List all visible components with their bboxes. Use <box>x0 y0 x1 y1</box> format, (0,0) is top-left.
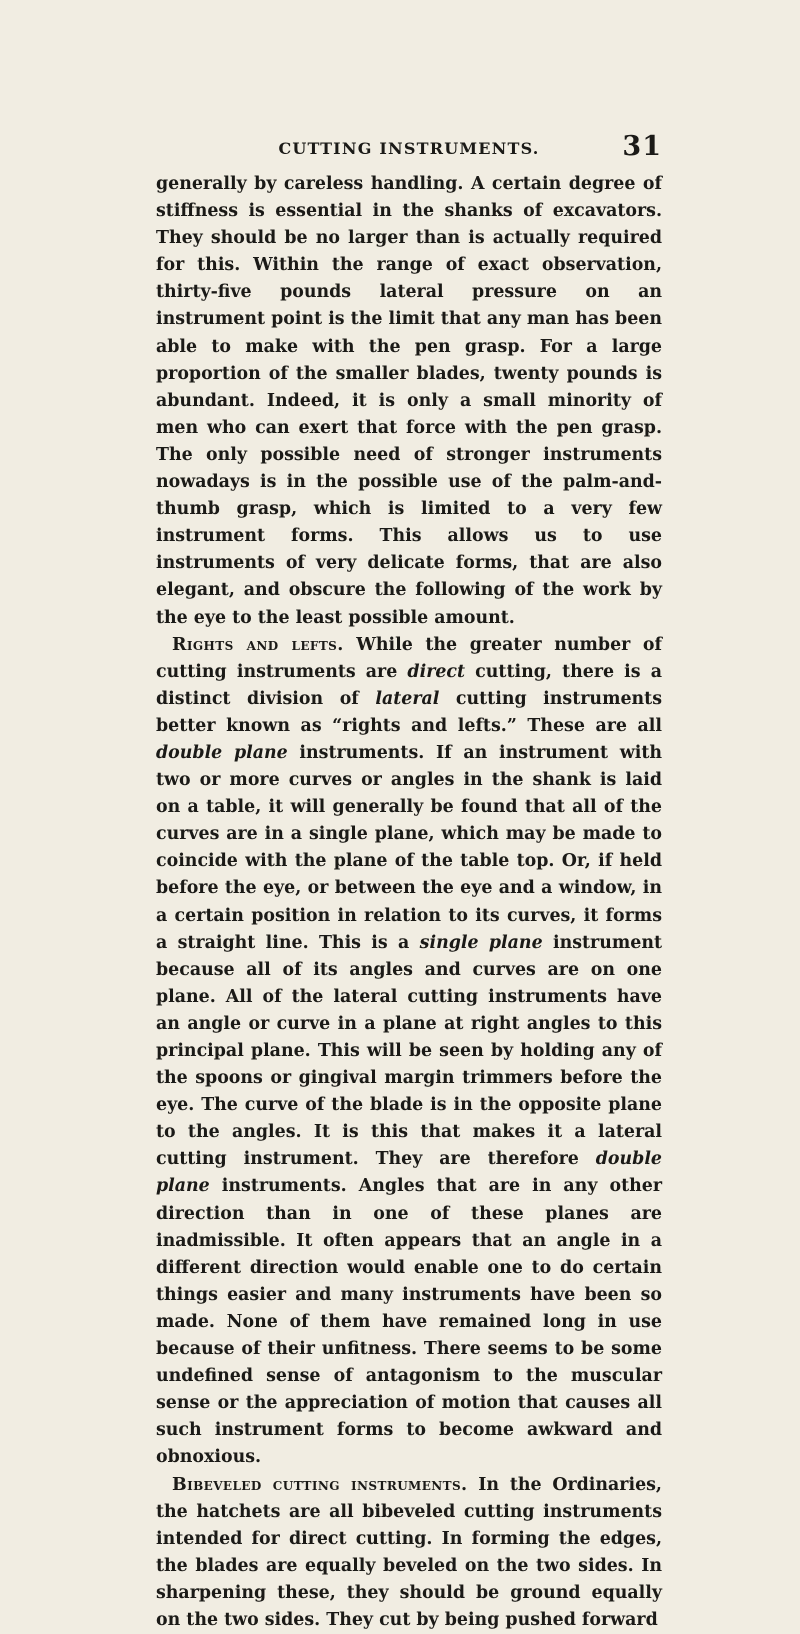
paragraph-2 <box>156 632 662 1472</box>
italic-term: double plane <box>156 743 288 763</box>
italic-term: double plane <box>156 1149 662 1196</box>
paragraph-3 <box>156 1472 662 1634</box>
page-number: 31 <box>622 131 662 162</box>
body-text <box>156 171 662 1634</box>
text-segment: instrument because all of its angles and curves are on one plane. All of the lateral cutting instruments have an angle or curve in a plane at right angles to this principal plane. This will be seen by holding any of the spoons or gingival margin trimmers before the eye. The curve of the blade is in the opposite plane to the angles. It is this that makes it a lateral cutting instrument. They are therefore <box>156 933 662 1170</box>
text-segment: cutting instruments better known as “rights and lefts.” These are all <box>156 689 662 736</box>
italic-term: single plane <box>420 933 543 953</box>
paragraph-1 <box>156 171 662 632</box>
text-segment: cutting, there is a distinct division of <box>156 662 662 709</box>
running-head <box>156 131 662 167</box>
italic-term: lateral <box>375 689 439 709</box>
running-title: CUTTING INSTRUMENTS. <box>156 139 662 158</box>
text-segment: instruments. If an instrument with two or more curves or angles in the shank is laid on a table, it will generally be found that all of the curves are in a single plane, which may be made to coincide with the plane of the table top. Or, if held before the eye, or between the eye and a window, in a certain position in relation to its curves, it forms a straight line. This is a <box>156 743 662 953</box>
section-heading-bibeveled: Bibeveled cutting instruments. <box>172 1475 468 1495</box>
text-segment: While the greater number of cutting instruments are <box>156 635 662 682</box>
text-segment: In the Ordinaries, the hatchets are all bibeveled cutting instruments intended for direct cutting. In forming the edges, the blades are equally beveled on the two sides. In sharpening these, they should be ground equally on the two sides. They cut by being pushed forward <box>156 1475 662 1630</box>
section-heading-rights-and-lefts: Rights and lefts. <box>172 635 344 655</box>
text-segment: instruments. Angles that are in any other direction than in one of these planes are inadmissible. It often appears that an angle in a different direction would enable one to do certain things easier and many instruments have been so made. None of them have remained long in use because of their unfitness. There seems to be some undefined sense of antagonism to the muscular sense or the appreciation of motion that causes all such instrument forms to become awkward and obnoxious. <box>156 1176 662 1467</box>
text-segment: generally by careless handling. A certain degree of stiffness is essential in the shanks of excavators. They should be no larger than is actually required for this. Within the range of exact observation, thirty-five pounds lateral pressure on an instrument point is the limit that any man has been able to make with the pen grasp. For a large proportion of the smaller blades, twenty pounds is abundant. Indeed, it is only a small minority of men who can exert that force with the pen grasp. The only possible need of stronger instruments nowadays is in the possible use of the palm-and-thumb grasp, which is limited to a very few instrument forms. This allows us to use instruments of very delicate forms, that are also elegant, and obscure the following of the work by the eye to the least possible amount. <box>156 174 662 628</box>
italic-term: direct <box>407 662 465 682</box>
